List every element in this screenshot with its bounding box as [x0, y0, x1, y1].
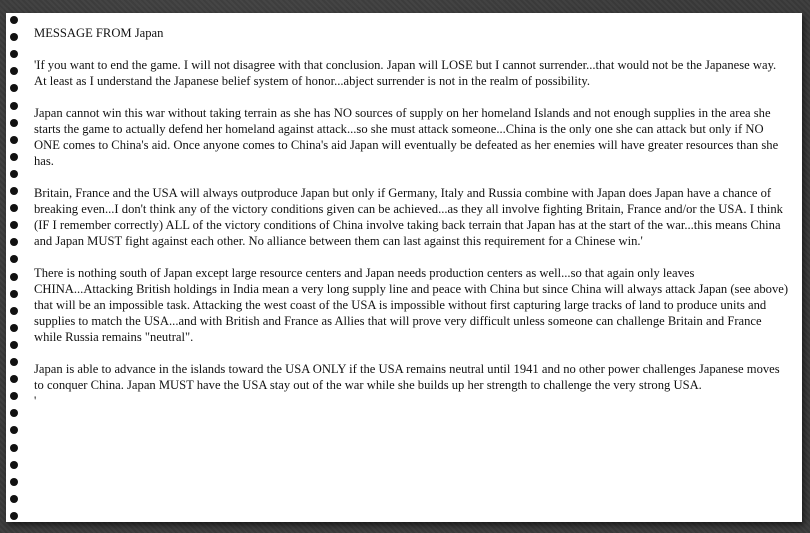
message-closing-quote: ': [34, 394, 37, 408]
binding-ring: [10, 478, 18, 486]
binding-ring: [10, 461, 18, 469]
message-title: MESSAGE FROM Japan: [34, 26, 164, 40]
binding-ring: [10, 33, 18, 41]
binding-ring: [10, 204, 18, 212]
binding-ring: [10, 341, 18, 349]
binding-ring: [10, 444, 18, 452]
binding-ring: [10, 187, 18, 195]
message-paragraph-2: Japan cannot win this war without taking terrain as she has NO sources of supply on her homeland Islands and not enough supplies in the area she starts the game to actually defend her homeland against attack...so she must attack someone...China is the only one she can attack but only if NO ONE comes to China's aid. Once anyone comes to China's aid Japan will eventually be defeated as her enemies will have greater resources than she has.: [34, 106, 779, 168]
message-paragraph-4: There is nothing south of Japan except large resource centers and Japan needs production centers as well...so that again only leaves CHINA...Attacking British holdings in India mean a very long supply line and peace with China but since China will always attack Japan (see above) that will be an impossible task. Attacking the west coast of the USA is impossible without first capturing large tracks of land to produce units and supplies to match the USA...and with British and France as Allies that will prove very difficult unless someone can challenge Britain and France while Russia remains "neutral".: [34, 266, 789, 344]
message-body: [34, 25, 790, 409]
binding-ring: [10, 290, 18, 298]
binding-ring: [10, 324, 18, 332]
binding-ring: [10, 238, 18, 246]
binding-ring: [10, 307, 18, 315]
binding-ring: [10, 221, 18, 229]
binding-ring: [10, 495, 18, 503]
message-paragraph-5: Japan is able to advance in the islands toward the USA ONLY if the USA remains neutral until 1941 and no other power challenges Japanese moves to conquer China. Japan MUST have the USA stay out of the war while she builds up her strength to challenge the very strong USA.: [34, 362, 780, 392]
message-paragraph-3: Britain, France and the USA will always outproduce Japan but only if Germany, Italy and Russia combine with Japan does Japan have a chance of breaking even...I don't think any of the victory conditions given can be achieved...as they all involve fighting Britain, France and/or the USA. I think (IF I remember correctly) ALL of the victory conditions of China involve taking back terrain that Japan has at the start of the war...this means China and Japan MUST fight against each other. No alliance between them can last against this requirement for a Chinese win.': [34, 186, 783, 248]
binding-ring: [10, 84, 18, 92]
message-paragraph-1: 'If you want to end the game. I will not disagree with that conclusion. Japan will LOSE but I cannot surrender...that would not be the Japanese way. At least as I understand the Japanese belief system of honor...abject surrender is not in the realm of possibility.: [34, 58, 777, 88]
binding-ring: [10, 16, 18, 24]
binding-ring: [10, 273, 18, 281]
binding-ring: [10, 255, 18, 263]
notepad-binding-rings: [6, 13, 26, 522]
message-notepad-page: [6, 13, 802, 522]
binding-ring: [10, 67, 18, 75]
binding-ring: [10, 50, 18, 58]
binding-ring: [10, 358, 18, 366]
binding-ring: [10, 102, 18, 110]
binding-ring: [10, 170, 18, 178]
binding-ring: [10, 512, 18, 520]
binding-ring: [10, 119, 18, 127]
binding-ring: [10, 392, 18, 400]
binding-ring: [10, 375, 18, 383]
binding-ring: [10, 136, 18, 144]
binding-ring: [10, 426, 18, 434]
binding-ring: [10, 409, 18, 417]
binding-ring: [10, 153, 18, 161]
